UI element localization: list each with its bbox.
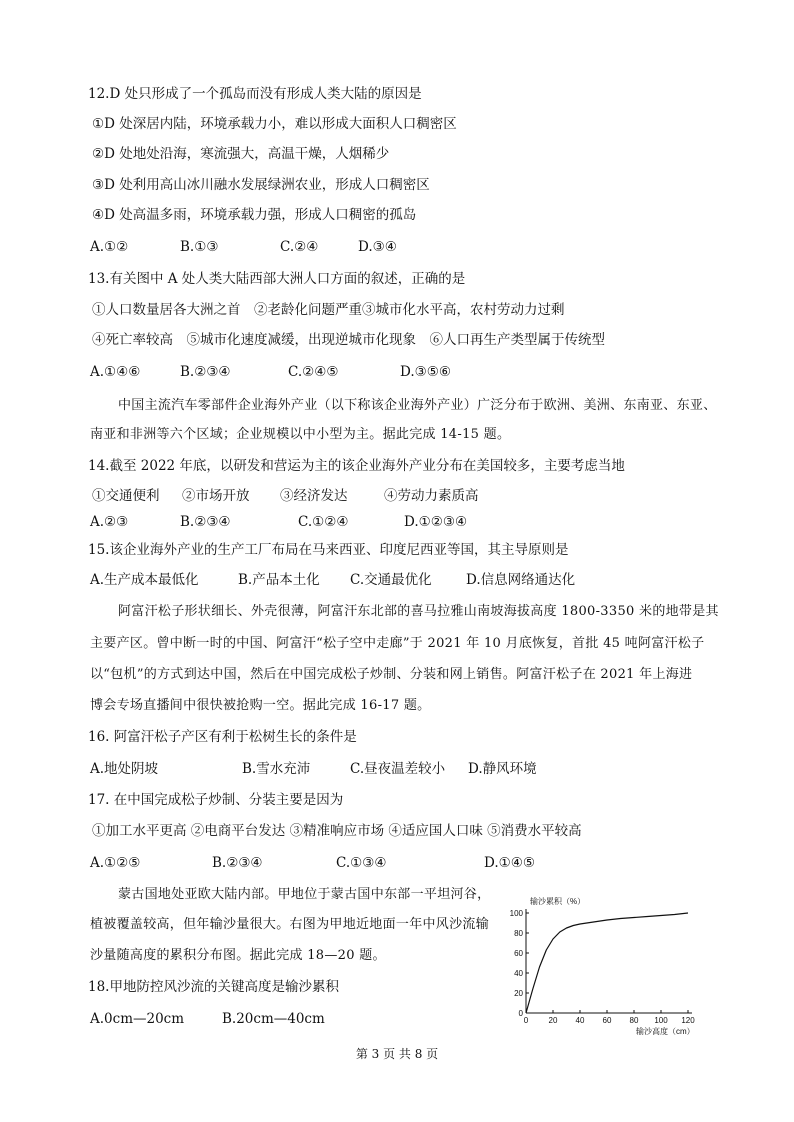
q12-item-2: ②D 处地处沿海，寒流强大，高温干燥，人烟稀少 <box>92 146 390 162</box>
x-tick-label: 100 <box>654 1016 668 1025</box>
passage2-line-4: 博会专场直播间中很快被抢购一空。据此完成 16-17 题。 <box>90 698 431 713</box>
q14-item-3: ③经济发达 <box>280 488 348 504</box>
x-tick-label: 120 <box>681 1016 695 1025</box>
series-line <box>526 913 688 1013</box>
q13-choice-c: C.②④⑤ <box>288 364 339 380</box>
q14-choice-b: B.②③④ <box>180 514 231 530</box>
q12-choice-d: D.③④ <box>358 239 397 255</box>
y-tick-label: 100 <box>509 909 523 918</box>
q12-item-4: ④D 处高温多雨，环境承载力强，形成人口稠密的孤岛 <box>92 207 417 223</box>
q13-items-1: ①人口数量居各大洲之首 ②老龄化问题严重③城市化水平高，农村劳动力过剩 <box>92 302 565 318</box>
q18-choice-b: B.20cm—40cm <box>222 1011 325 1027</box>
y-tick-label: 60 <box>514 949 523 958</box>
x-tick-label: 20 <box>548 1016 558 1025</box>
q14-choice-c: C.①②④ <box>298 514 349 530</box>
q16-choice-c: C.昼夜温差较小 <box>350 761 446 777</box>
q12-choice-b: B.①③ <box>180 239 219 255</box>
passage2-line-1: 阿富汗松子形状细长、外壳很薄，阿富汗东北部的喜马拉雅山南坡海拔高度 1800-3350 米的地带是其 <box>118 604 719 619</box>
q13-stem: 13.有关图中 A 处人类大陆西部大洲人口方面的叙述，正确的是 <box>88 271 466 287</box>
q17-choice-b: B.②③④ <box>212 855 263 871</box>
y-axis-label: 输沙累积（%） <box>530 897 586 906</box>
passage3-line-2: 植被覆盖较高，但年输沙量很大。右图为甲地近地面一年中风沙流输 <box>90 917 490 932</box>
q16-choice-d: D.静风环境 <box>468 761 537 777</box>
y-tick-label: 0 <box>518 1009 523 1018</box>
x-axis-label: 输沙高度（cm） <box>636 1027 695 1035</box>
q17-items: ①加工水平更高 ②电商平台发达 ③精准响应市场 ④适应国人口味 ⑤消费水平较高 <box>92 823 582 839</box>
q17-choice-d: D.①④⑤ <box>484 855 535 871</box>
q17-stem: 17. 在中国完成松子炒制、分装主要是因为 <box>88 792 344 808</box>
x-tick-label: 0 <box>523 1016 529 1025</box>
x-tick-label: 80 <box>629 1016 639 1025</box>
passage3-line-3: 沙量随高度的累积分布图。据此完成 18—20 题。 <box>90 948 386 963</box>
q15-choice-b: B.产品本土化 <box>238 572 320 588</box>
q15-choice-a: A.生产成本最低化 <box>90 572 199 588</box>
x-tick-label: 40 <box>575 1016 585 1025</box>
y-tick-label: 40 <box>514 969 523 978</box>
q14-item-4: ④劳动力素质高 <box>384 488 479 504</box>
sand-transport-chart <box>506 895 716 1035</box>
q18-choice-a: A.0cm—20cm <box>90 1011 185 1027</box>
q13-choice-b: B.②③④ <box>180 364 231 380</box>
q17-choice-a: A.①②⑤ <box>90 855 141 871</box>
q15-choice-d: D.信息网络通达化 <box>466 572 576 588</box>
q12-item-1: ①D 处深居内陆，环境承载力小，难以形成大面积人口稠密区 <box>92 116 457 132</box>
q13-items-2: ④死亡率较高 ⑤城市化速度减缓，出现逆城市化现象 ⑥人口再生产类型属于传统型 <box>92 332 605 348</box>
q14-choice-a: A.②③ <box>90 514 129 530</box>
q14-item-2: ②市场开放 <box>182 488 250 504</box>
page-footer: 第 3 页 共 8 页 <box>355 1047 439 1061</box>
q13-choice-d: D.③⑤⑥ <box>400 364 451 380</box>
passage1-line-2: 南亚和非洲等六个区域；企业规模以中小型为主。据此完成 14-15 题。 <box>90 427 511 442</box>
y-tick-label: 20 <box>514 989 523 998</box>
q16-stem: 16. 阿富汗松子产区有利于松树生长的条件是 <box>88 729 357 745</box>
passage2-line-3: 以“包机”的方式到达中国，然后在中国完成松子炒制、分装和网上销售。阿富汗松子在 2021 年上海进 <box>90 667 693 682</box>
q14-item-1: ①交通便利 <box>92 488 160 504</box>
q12-choice-a: A.①② <box>90 239 129 255</box>
passage1-line-1: 中国主流汽车零部件企业海外产业（以下称该企业海外产业）广泛分布于欧洲、美洲、东南亚、东亚、 <box>118 398 717 413</box>
q12-stem: 12.D 处只形成了一个孤岛而没有形成人类大陆的原因是 <box>88 86 422 102</box>
q12-item-3: ③D 处利用高山冰川融水发展绿洲农业，形成人口稠密区 <box>92 177 430 193</box>
q18-stem: 18.甲地防控风沙流的关键高度是输沙累积 <box>88 979 339 995</box>
passage3-line-1: 蒙古国地处亚欧大陆内部。甲地位于蒙古国中东部一平坦河谷， <box>118 887 491 902</box>
q12-choice-c: C.②④ <box>280 239 319 255</box>
q15-choice-c: C.交通最优化 <box>350 572 432 588</box>
q14-choice-d: D.①②③④ <box>404 514 468 530</box>
q17-choice-c: C.①③④ <box>336 855 387 871</box>
q15-stem: 15.该企业海外产业的生产工厂布局在马来西亚、印度尼西亚等国，其主导原则是 <box>88 542 569 558</box>
q14-stem: 14.截至 2022 年底，以研发和营运为主的该企业海外产业分布在美国较多，主要考虑当地 <box>88 458 625 474</box>
y-tick-label: 80 <box>514 929 523 938</box>
x-tick-label: 60 <box>602 1016 612 1025</box>
q16-choice-b: B.雪水充沛 <box>242 761 311 777</box>
passage2-line-2: 主要产区。曾中断一时的中国、阿富汗“松子空中走廊”于 2021 年 10 月底恢复，首批 45 吨阿富汗松子 <box>90 636 705 651</box>
q16-choice-a: A.地处阴坡 <box>90 761 159 777</box>
q13-choice-a: A.①④⑥ <box>90 364 141 380</box>
